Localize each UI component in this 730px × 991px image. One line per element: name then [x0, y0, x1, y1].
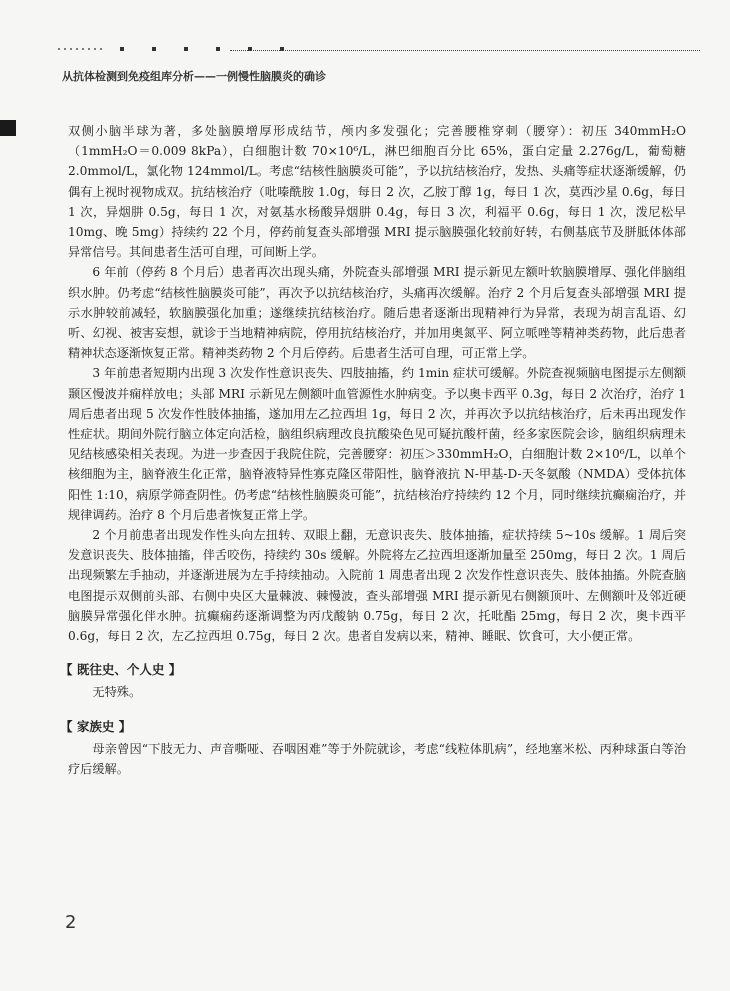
header-dot-ornament [58, 42, 698, 56]
running-header: 从抗体检测到免疫组库分析——一例慢性脑膜炎的确诊 [62, 70, 326, 83]
section-heading-past-history: 【 既往史、个人史 】 [60, 662, 182, 678]
page-body [60, 121, 686, 779]
body-paragraph: 3 年前患者短期内出现 3 次发作性意识丧失、四肢抽搐，约 1min 症状可缓解。外院查视频脑电图提示左侧额颞区慢波并痫样放电；头部 MRI 示新见左侧额叶血管源性水肿病变。予以奥卡西平 0.3g，每日 2 次治疗，治疗 1 周后患者出现 5 次发作性肢体抽搐，遂加用左乙拉西坦 1g，每日 2 次，并再次予以抗结核治疗，后未再出现发作性症状。期间外院行脑立体定向活检，脑组织病理改良抗酸染色见可疑抗酸杆菌，经多家医院会诊，脑组织病理未见结核感染相关表现。为进一步查因于我院住院，完善腰穿：初压＞330mmH₂O，白细胞计数 2×10⁶/L，以单个核细胞为主，脑脊液生化正常，脑脊液特异性寡克隆区带阳性，脑脊液抗 N-甲基-D-天冬氨酸（NMDA）受体抗体阳性 1:10，病原学筛查阴性。仍考虑“结核性脑膜炎可能”，抗结核治疗持续约 12 个月，同时继续抗癫痫治疗，并规律调药。治疗 8 个月后患者恢复正常上学。 [68, 366, 686, 522]
section-text-family-history: 母亲曾因“下肢无力、声音嘶哑、吞咽困难”等于外院就诊，考虑“线粒体肌病”，经地塞米松、丙种球蛋白等治疗后缓解。 [68, 741, 686, 777]
section-heading-family-history: 【 家族史 】 [60, 718, 132, 734]
body-paragraph: 2 个月前患者出现发作性头向左扭转、双眼上翻，无意识丧失、肢体抽搐，症状持续 5~10s 缓解。1 周后突发意识丧失、肢体抽搐，伴舌咬伤，持续约 30s 缓解。外院将左乙拉西坦逐渐加量至 250mg，每日 2 次。1 周后出现频繁左手抽动，并逐渐进展为左手持续抽动。入院前 1 周患者出现 2 次发作性意识丧失、肢体抽搐。外院查脑电图提示双侧前头部、右侧中央区大量棘波、棘慢波，查头部增强 MRI 提示新见右侧额顶叶、左侧额叶及邻近硬脑膜异常强化伴水肿。抗癫痫药逐渐调整为丙戊酸钠 0.75g，每日 2 次，托吡酯 25mg，每日 2 次，奥卡西平 0.6g，每日 2 次，左乙拉西坦 0.75g，每日 2 次。患者自发病以来，精神、睡眠、饮食可，大小便正常。 [68, 528, 686, 644]
side-tab-marker [0, 120, 16, 136]
body-paragraph: 双侧小脑半球为著，多处脑膜增厚形成结节，颅内多发强化；完善腰椎穿刺（腰穿）：初压 340mmH₂O（1mmH₂O＝0.009 8kPa），白细胞计数 70×10⁶/L，淋巴细胞百分比 65%，蛋白定量 2.276g/L，葡萄糖 2.0mmol/L，氯化物 124mmol/L。考虑“结核性脑膜炎可能”，予以抗结核治疗，发热、头痛等症状逐渐缓解，仍偶有上视时视物成双。抗结核治疗（吡嗪酰胺 1.0g，每日 2 次，乙胺丁醇 1g，每日 1 次，莫西沙星 0.6g，每日 1 次，异烟肼 0.5g，每日 1 次，对氨基水杨酸异烟肼 0.4g，每日 3 次，利福平 0.6g，每日 1 次，泼尼松早 10mg、晚 5mg）持续约 22 个月，停药前复查头部增强 MRI 提示脑膜强化较前好转，右侧基底节及胼胝体体部异常信号。其间患者生活可自理，可间断上学。 [68, 124, 686, 260]
page-number: 2 [65, 912, 77, 933]
header-dotted-rule [230, 50, 700, 51]
section-text-past-history: 无特殊。 [92, 685, 142, 700]
body-paragraph: 6 年前（停药 8 个月后）患者再次出现头痛，外院查头部增强 MRI 提示新见左额叶软脑膜增厚、强化伴脑组织水肿。仍考虑“结核性脑膜炎可能”，再次予以抗结核治疗，头痛再次缓解。治疗 2 个月后复查头部增强 MRI 提示水肿较前减轻，软脑膜强化加重；遂继续抗结核治疗。随后患者逐渐出现精神行为异常，表现为胡言乱语、幻听、幻视、被害妄想，就诊于当地精神病院，停用抗结核治疗，并加用奥氮平、阿立哌唑等精神类药物，此后患者精神状态逐渐恢复正常。精神类药物 2 个月后停药。后患者生活可自理，可正常上学。 [68, 265, 686, 361]
